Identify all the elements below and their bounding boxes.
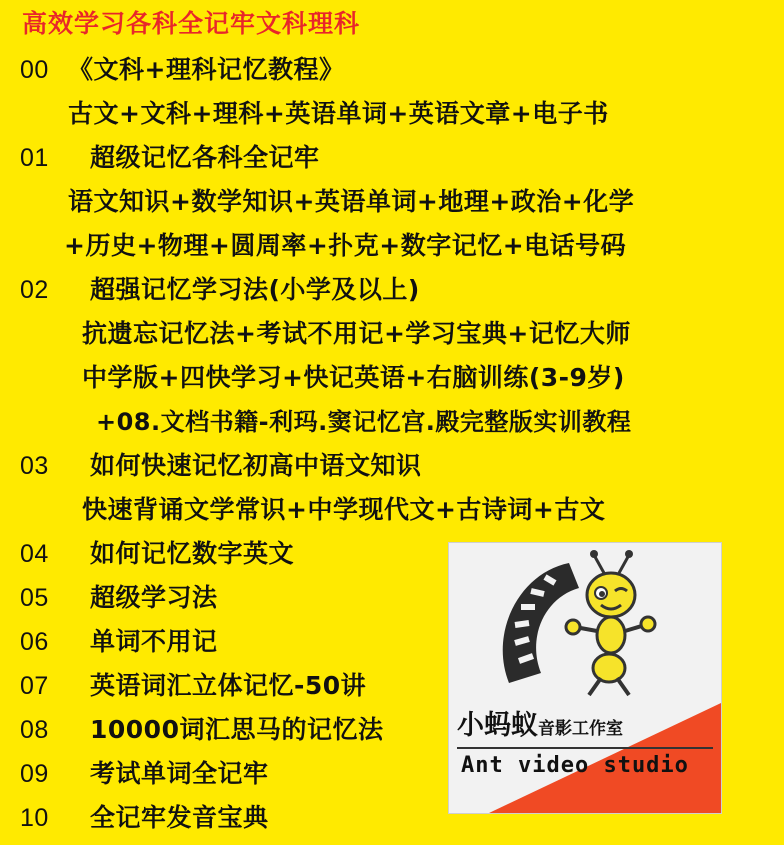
list-item bbox=[20, 446, 422, 482]
item-number: 10 bbox=[20, 804, 49, 832]
page-title: 高效学习各科全记牢文科理科 bbox=[22, 9, 361, 38]
item-text: 英语词汇立体记忆-50讲 bbox=[90, 671, 367, 700]
studio-logo bbox=[448, 542, 722, 814]
item-number: 06 bbox=[20, 628, 49, 656]
list-item bbox=[64, 226, 626, 262]
item-number: 09 bbox=[20, 760, 49, 788]
list-item bbox=[20, 798, 269, 834]
list-item bbox=[20, 710, 383, 746]
item-number: 04 bbox=[20, 540, 49, 568]
item-text: 中学版+四快学习+快记英语+右脑训练(3-9岁) bbox=[82, 363, 625, 392]
brand-subtitle: 音影工作室 bbox=[538, 719, 623, 739]
item-text: 全记牢发音宝典 bbox=[90, 803, 269, 832]
list-item bbox=[20, 534, 294, 570]
item-text: 抗遗忘记忆法+考试不用记+学习宝典+记忆大师 bbox=[82, 319, 631, 348]
item-text: +历史+物理+圆周率+扑克+数字记忆+电话号码 bbox=[64, 231, 627, 260]
list-item bbox=[68, 182, 634, 218]
item-text: +08.文档书籍-利玛.窦记忆宫.殿完整版实训教程 bbox=[96, 408, 632, 436]
item-text: 考试单词全记牢 bbox=[90, 759, 269, 788]
item-text: 超强记忆学习法(小学及以上) bbox=[90, 275, 420, 304]
list-item bbox=[20, 578, 218, 614]
item-text: 如何快速记忆初高中语文知识 bbox=[90, 451, 422, 480]
item-text: 超级学习法 bbox=[90, 583, 218, 612]
item-text: 快速背诵文学常识+中学现代文+古诗词+古文 bbox=[82, 495, 606, 524]
brand-name-en: Ant video studio bbox=[461, 753, 689, 778]
list-item bbox=[82, 314, 631, 350]
ant-mascot-icon bbox=[566, 550, 655, 695]
list-item bbox=[68, 94, 609, 130]
item-text: 语文知识+数学知识+英语单词+地理+政治+化学 bbox=[68, 187, 635, 216]
item-number: 01 bbox=[20, 144, 49, 172]
item-number: 00 bbox=[20, 56, 49, 84]
list-item bbox=[20, 50, 344, 86]
item-number: 05 bbox=[20, 584, 49, 612]
list-item bbox=[82, 490, 605, 526]
list-item bbox=[20, 270, 420, 306]
list-item bbox=[96, 402, 631, 437]
item-number: 02 bbox=[20, 276, 49, 304]
item-number: 08 bbox=[20, 716, 49, 744]
item-text: 单词不用记 bbox=[90, 627, 218, 656]
item-text: 《文科+理科记忆教程》 bbox=[68, 55, 345, 84]
list-item bbox=[20, 138, 320, 174]
list-item bbox=[20, 754, 269, 790]
list-item bbox=[20, 622, 218, 658]
item-text: 古文+文科+理科+英语单词+英语文章+电子书 bbox=[68, 99, 609, 128]
item-text: 10000词汇思马的记忆法 bbox=[90, 715, 384, 744]
item-number: 03 bbox=[20, 452, 49, 480]
brand-name-cn: 小蚂蚁音影工作室 bbox=[457, 710, 623, 741]
list-item bbox=[82, 358, 625, 394]
list-item bbox=[20, 666, 366, 702]
item-text: 如何记忆数字英文 bbox=[90, 539, 295, 568]
item-number: 07 bbox=[20, 672, 49, 700]
item-text: 超级记忆各科全记牢 bbox=[90, 143, 320, 172]
